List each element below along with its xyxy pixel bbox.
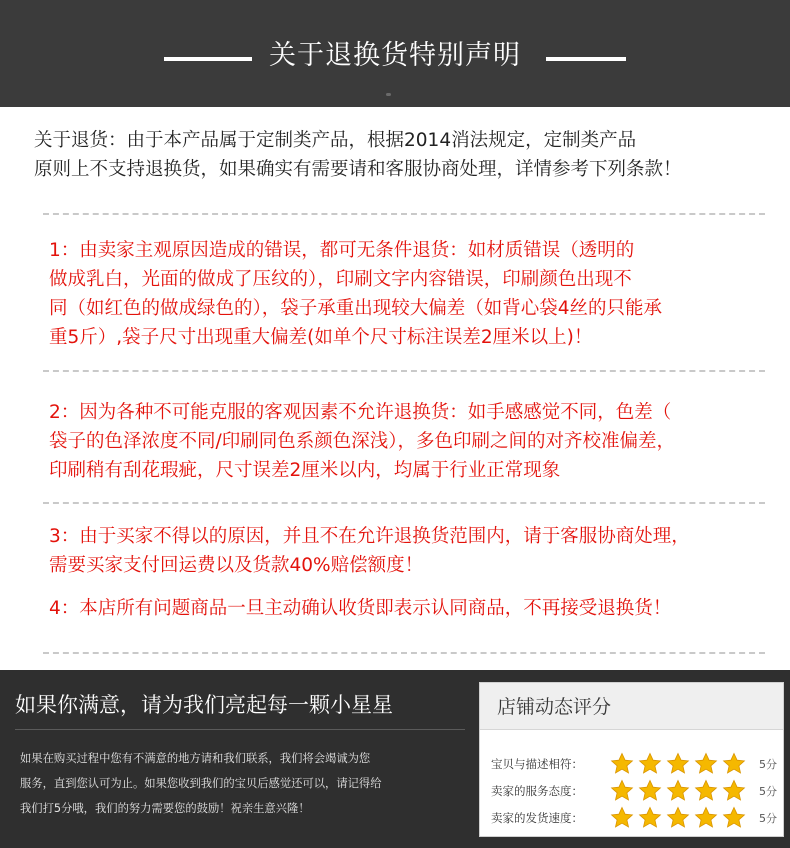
footer-message-line: 如果在购买过程中您有不满意的地方请和我们联系，我们将会竭诚为您 — [20, 752, 371, 765]
footer-section — [0, 670, 790, 848]
clause-1 — [49, 236, 784, 352]
clause-line: 1：由卖家主观原因造成的错误，都可无条件退货：如材质错误（透明的 — [49, 240, 635, 261]
star-icon — [610, 779, 634, 803]
rating-label: 宝贝与描述相符： — [491, 757, 583, 771]
rating-row-description — [480, 752, 783, 776]
rating-label: 卖家的发货速度： — [491, 811, 583, 825]
clause-line: 印刷稍有刮花瑕疵，尺寸误差2厘米以内，均属于行业正常现象 — [49, 460, 561, 481]
clause-line: 袋子的色泽浓度不同/印刷同色系颜色深浅），多色印刷之间的对齐校准偏差， — [49, 431, 675, 452]
star-icon — [722, 806, 746, 830]
star-icon — [610, 752, 634, 776]
clause-2 — [49, 398, 784, 485]
rating-row-shipping — [480, 806, 783, 830]
page-title: 关于退换货特别声明 — [269, 40, 521, 71]
shop-rating-panel — [479, 682, 784, 837]
star-icon — [694, 806, 718, 830]
intro-paragraph — [34, 126, 774, 184]
footer-message — [20, 746, 465, 821]
dashed-divider — [43, 370, 765, 372]
footer-title-underline — [15, 729, 465, 730]
rating-row-service — [480, 779, 783, 803]
header-banner — [0, 0, 790, 107]
star-icon — [638, 806, 662, 830]
star-icon — [666, 779, 690, 803]
rating-score: 5分 — [759, 785, 777, 798]
rating-score: 5分 — [759, 812, 777, 825]
star-icon — [694, 779, 718, 803]
header-dot — [386, 93, 391, 96]
intro-line: 关于退货：由于本产品属于定制类产品，根据2014消法规定，定制类产品 — [34, 130, 637, 151]
clause-line: 2：因为各种不可能克服的客观因素不允许退换货：如手感感觉不同，色差（ — [49, 402, 672, 423]
star-icon — [666, 806, 690, 830]
clause-line: 同（如红色的做成绿色的），袋子承重出现较大偏差（如背心袋4丝的只能承 — [49, 298, 663, 319]
dashed-divider — [43, 652, 765, 654]
star-icon — [638, 752, 662, 776]
clause-3 — [49, 522, 784, 580]
star-icon — [722, 752, 746, 776]
star-icon — [638, 779, 662, 803]
star-icon — [610, 806, 634, 830]
clause-4 — [49, 594, 784, 623]
header-line-right — [546, 57, 626, 61]
star-icon — [722, 779, 746, 803]
rating-label: 卖家的服务态度： — [491, 784, 583, 798]
clause-line: 重5斤）,袋子尺寸出现重大偏差(如单个尺寸标注误差2厘米以上)！ — [49, 327, 593, 348]
footer-title: 如果你满意，请为我们亮起每一颗小星星 — [15, 693, 393, 717]
star-icon — [694, 752, 718, 776]
star-icon — [666, 752, 690, 776]
clause-line: 需要买家支付回运费以及货款40%赔偿额度！ — [49, 555, 424, 576]
dashed-divider — [43, 502, 765, 504]
footer-message-line: 服务，直到您认可为止。如果您收到我们的宝贝后感觉还可以，请记得给 — [20, 777, 382, 790]
clause-line: 4：本店所有问题商品一旦主动确认收货即表示认同商品，不再接受退换货！ — [49, 598, 672, 619]
intro-line: 原则上不支持退换货，如果确实有需要请和客服协商处理，详情参考下列条款！ — [34, 159, 682, 180]
dashed-divider — [43, 213, 765, 215]
rating-panel-title: 店铺动态评分 — [497, 696, 612, 718]
clause-line: 做成乳白，光面的做成了压纹的），印刷文字内容错误，印刷颜色出现不 — [49, 269, 632, 290]
rating-score: 5分 — [759, 758, 777, 771]
clause-line: 3：由于买家不得以的原因，并且不在允许退换货范围内，请于客服协商处理， — [49, 526, 690, 547]
footer-message-line: 我们打5分哦，我们的努力需要您的鼓励！祝亲生意兴隆！ — [20, 802, 310, 815]
rating-panel-header — [480, 683, 783, 730]
